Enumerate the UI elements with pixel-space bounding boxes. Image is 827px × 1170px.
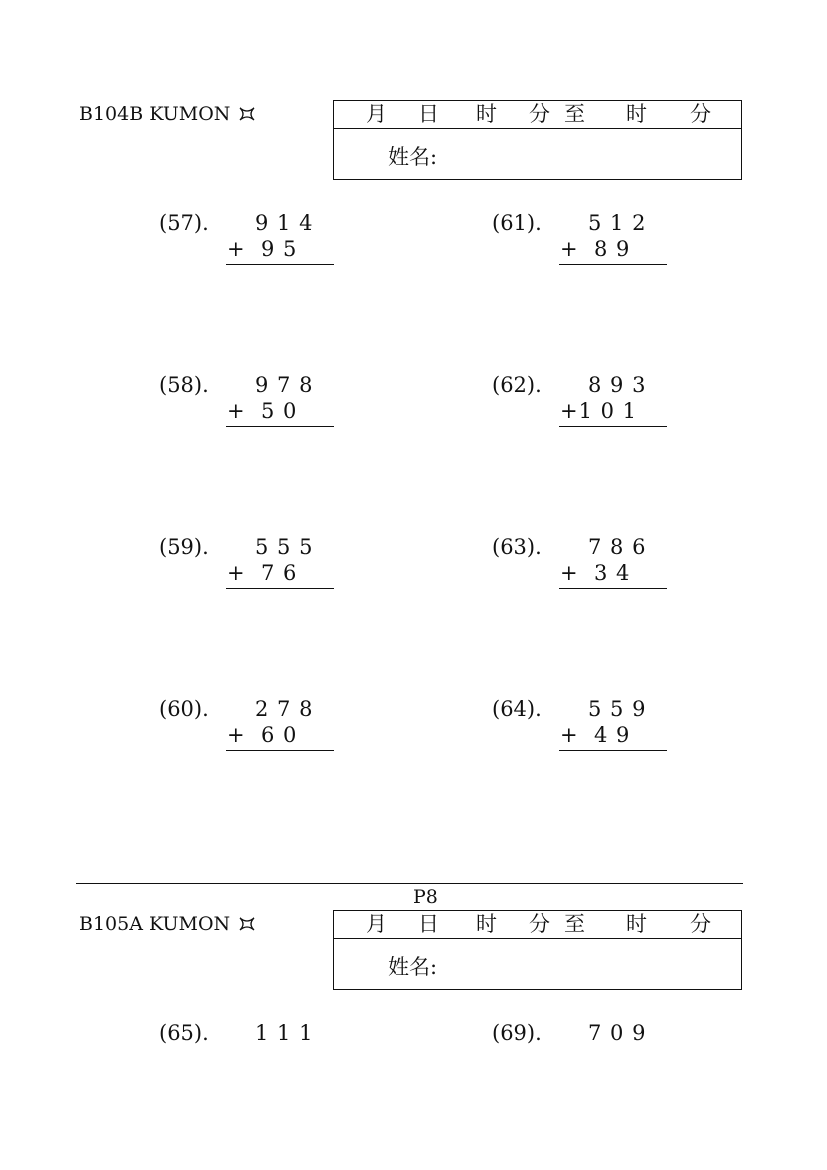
hour-label: 时 [476, 912, 497, 936]
addend-bottom: +1 0 1 [560, 399, 638, 423]
time-row [334, 101, 741, 129]
problem-number: (69). [492, 1021, 542, 1045]
answer-line[interactable] [559, 750, 667, 751]
sheet-code-text: B104B KUMON [79, 103, 231, 125]
problem-number: (57). [159, 211, 209, 235]
page-separator [76, 883, 743, 884]
addend-bottom: + 7 6 [227, 561, 298, 585]
sheet-code-text: B105A KUMON [79, 913, 231, 935]
time-name-box [333, 910, 742, 990]
sheet-code [79, 103, 256, 125]
problem-number: (64). [492, 697, 542, 721]
addend-bottom: + 5 0 [227, 399, 298, 423]
addend-top: 5 1 2 [588, 211, 647, 235]
time-row [334, 911, 741, 939]
problem-number: (63). [492, 535, 542, 559]
addend-bottom: + 8 9 [560, 237, 631, 261]
time-name-box [333, 100, 742, 180]
addend-top: 9 7 8 [255, 373, 314, 397]
hour2-label: 时 [626, 102, 647, 126]
day-label: 日 [418, 102, 439, 126]
problem-number: (60). [159, 697, 209, 721]
minute2-label: 分 [690, 102, 711, 126]
sheet-code [79, 913, 256, 935]
hour2-label: 时 [626, 912, 647, 936]
addend-bottom: + 6 0 [227, 723, 298, 747]
page-number: P8 [413, 886, 438, 908]
addend-top: 8 9 3 [588, 373, 647, 397]
day-label: 日 [418, 912, 439, 936]
answer-line[interactable] [226, 264, 334, 265]
minute-label: 分 [529, 912, 550, 936]
answer-line[interactable] [226, 588, 334, 589]
answer-line[interactable] [226, 750, 334, 751]
to-label: 至 [564, 102, 585, 126]
addend-top: 7 8 6 [588, 535, 647, 559]
addend-bottom: + 3 4 [560, 561, 631, 585]
problem-number: (62). [492, 373, 542, 397]
problem-number: (65). [159, 1021, 209, 1045]
minute-label: 分 [529, 102, 550, 126]
addend-top: 5 5 5 [255, 535, 314, 559]
to-label: 至 [564, 912, 585, 936]
kumon-logo-icon [238, 105, 256, 121]
kumon-logo-icon [238, 915, 256, 931]
addend-bottom: + 4 9 [560, 723, 631, 747]
problem-number: (58). [159, 373, 209, 397]
problem-number: (59). [159, 535, 209, 559]
name-label: 姓名: [388, 145, 438, 169]
addend-top: 1 1 1 [255, 1021, 314, 1045]
month-label: 月 [366, 102, 387, 126]
answer-line[interactable] [559, 426, 667, 427]
month-label: 月 [366, 912, 387, 936]
hour-label: 时 [476, 102, 497, 126]
problem-number: (61). [492, 211, 542, 235]
addend-top: 9 1 4 [255, 211, 314, 235]
addend-bottom: + 9 5 [227, 237, 298, 261]
minute2-label: 分 [690, 912, 711, 936]
addend-top: 7 0 9 [588, 1021, 647, 1045]
name-label: 姓名: [388, 955, 438, 979]
answer-line[interactable] [559, 264, 667, 265]
addend-top: 2 7 8 [255, 697, 314, 721]
answer-line[interactable] [559, 588, 667, 589]
addend-top: 5 5 9 [588, 697, 647, 721]
answer-line[interactable] [226, 426, 334, 427]
